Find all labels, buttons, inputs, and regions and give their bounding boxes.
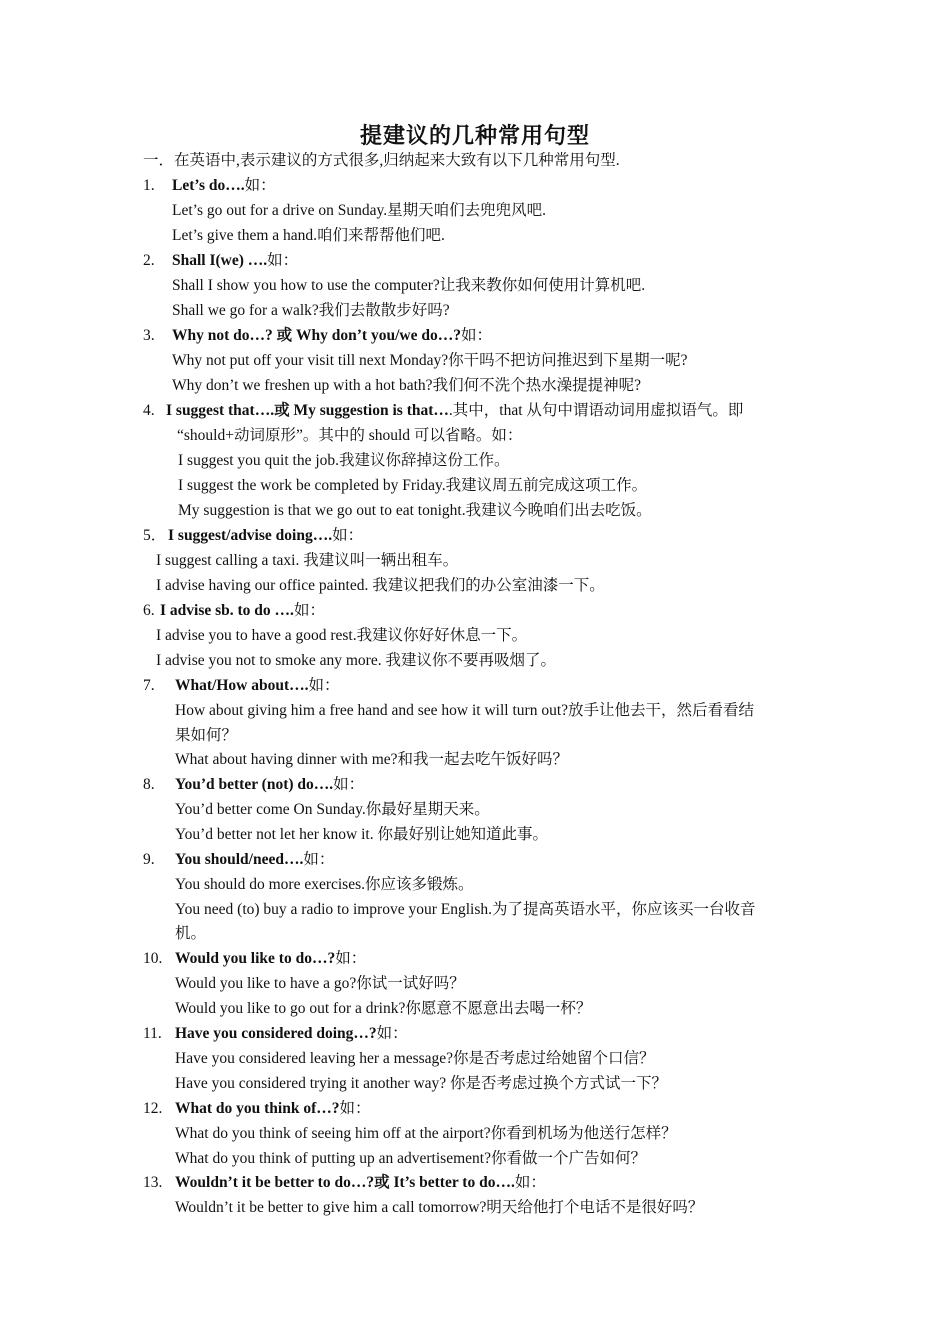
pattern-suffix: 如：	[333, 776, 365, 793]
item-heading	[175, 1171, 546, 1195]
document-title: 提建议的几种常用句型	[359, 123, 590, 148]
pattern-text: I suggest that….或 My suggestion is that…	[166, 402, 449, 419]
pattern-text: Have you considered doing…?	[175, 1025, 377, 1042]
item-continuation: “should+动词原形”。其中的 should 可以省略。如：	[177, 427, 523, 444]
item-number: 9.	[143, 851, 155, 868]
example-sentence: Let’s give them a hand.咱们来帮帮他们吧.	[172, 227, 445, 244]
pattern-suffix: 如：	[267, 252, 299, 269]
example-sentence: 机。	[175, 925, 207, 942]
item-heading	[175, 1022, 408, 1046]
item-heading	[175, 1097, 371, 1121]
item-number: 6.	[143, 602, 155, 619]
example-sentence: Would you like to have a go?你试一试好吗？	[175, 975, 465, 992]
pattern-text: You should/need….	[175, 851, 304, 868]
item-heading	[172, 249, 298, 273]
item-heading	[160, 599, 325, 623]
example-sentence: You should do more exercises.你应该多锻炼。	[175, 876, 474, 893]
example-sentence: I advise you to have a good rest.我建议你好好休息一下。	[156, 627, 528, 644]
item-number: 10.	[143, 950, 163, 967]
example-sentence: I suggest the work be completed by Friday.我建议周五前完成这项工作。	[178, 477, 648, 494]
example-sentence: My suggestion is that we go out to eat tonight.我建议今晚咱们出去吃饭。	[178, 502, 652, 519]
example-sentence: Would you like to go out for a drink?你愿意不愿意出去喝一杯？	[175, 1000, 592, 1017]
item-heading	[172, 174, 276, 198]
item-number: 11.	[143, 1025, 162, 1042]
example-sentence: How about giving him a free hand and see how it will turn out?放手让他去干，然后看看结	[175, 702, 755, 719]
pattern-suffix: 如：	[339, 1100, 371, 1117]
example-sentence: Shall we go for a walk?我们去散散步好吗?	[172, 302, 450, 319]
example-sentence: I suggest calling a taxi. 我建议叫一辆出租车。	[156, 552, 459, 569]
pattern-text: Shall I(we) ….	[172, 252, 268, 269]
item-heading	[175, 773, 364, 797]
example-sentence: Wouldn’t it be better to give him a call tomorrow?明天给他打个电话不是很好吗？	[175, 1199, 704, 1216]
example-sentence: Let’s go out for a drive on Sunday.星期天咱们去兜兜风吧.	[172, 202, 546, 219]
item-number: 13.	[143, 1174, 163, 1191]
example-sentence: Why don’t we freshen up with a hot bath?我们何不洗个热水澡提提神呢?	[172, 377, 641, 394]
pattern-text: I suggest/advise doing….	[168, 527, 333, 544]
item-number: 8.	[143, 776, 155, 793]
intro-text: 一．在英语中,表示建议的方式很多,归纳起来大致有以下几种常用句型.	[143, 152, 620, 169]
pattern-suffix: 如：	[376, 1025, 408, 1042]
item-number: 1.	[143, 177, 155, 194]
pattern-text: What/How about….	[175, 677, 309, 694]
example-sentence: You’d better come On Sunday.你最好星期天来。	[175, 801, 490, 818]
pattern-text: Let’s do….	[172, 177, 245, 194]
item-number: 3.	[143, 327, 155, 344]
pattern-text: What do you think of…?	[175, 1100, 340, 1117]
example-sentence: I suggest you quit the job.我建议你辞掉这份工作。	[178, 452, 510, 469]
example-sentence: What about having dinner with me?和我一起去吃午饭好吗？	[175, 751, 569, 768]
example-sentence: Have you considered trying it another way? 你是否考虑过换个方式试一下？	[175, 1075, 668, 1092]
pattern-suffix: 如：	[244, 177, 276, 194]
example-sentence: Shall I show you how to use the computer?让我来教你如何使用计算机吧.	[172, 277, 646, 294]
pattern-text: Would you like to do…?	[175, 950, 336, 967]
example-sentence: I advise having our office painted. 我建议把我们的办公室油漆一下。	[156, 577, 605, 594]
item-number: 2.	[143, 252, 155, 269]
pattern-suffix: 如：	[332, 527, 364, 544]
item-heading	[175, 848, 334, 872]
item-heading	[175, 674, 340, 698]
item-heading	[166, 399, 743, 423]
item-heading	[172, 324, 492, 348]
pattern-suffix: 如：	[460, 327, 492, 344]
pattern-text: Wouldn’t it be better to do…?或 It’s better to do….	[175, 1174, 515, 1191]
pattern-suffix: .其中，that 从句中谓语动词用虚拟语气。即	[448, 402, 744, 419]
pattern-text: I advise sb. to do ….	[160, 602, 294, 619]
item-heading	[168, 524, 363, 548]
pattern-suffix: 如：	[335, 950, 367, 967]
example-sentence: 果如何？	[175, 727, 238, 744]
pattern-suffix: 如：	[308, 677, 340, 694]
pattern-suffix: 如：	[303, 851, 335, 868]
item-number: 4.	[143, 402, 155, 419]
item-heading	[175, 947, 366, 971]
example-sentence: What do you think of seeing him off at the airport?你看到机场为他送行怎样？	[175, 1125, 677, 1142]
example-sentence: You’d better not let her know it. 你最好别让她知道此事。	[175, 826, 548, 843]
example-sentence: What do you think of putting up an advertisement?你看做一个广告如何？	[175, 1150, 646, 1167]
example-sentence: I advise you not to smoke any more. 我建议你不要再吸烟了。	[156, 652, 556, 669]
item-number: 7.	[143, 677, 155, 694]
pattern-text: You’d better (not) do….	[175, 776, 334, 793]
item-number: 5．	[143, 527, 167, 544]
example-sentence: Why not put off your visit till next Monday?你干吗不把访问推迟到下星期一呢?	[172, 352, 688, 369]
example-sentence: You need (to) buy a radio to improve your English.为了提高英语水平，你应该买一台收音	[175, 901, 756, 918]
pattern-suffix: 如：	[514, 1174, 546, 1191]
example-sentence: Have you considered leaving her a message?你是否考虑过给她留个口信？	[175, 1050, 655, 1067]
pattern-suffix: 如：	[293, 602, 325, 619]
pattern-text: Why not do…? 或 Why don’t you/we do…?	[172, 327, 461, 344]
item-number: 12.	[143, 1100, 163, 1117]
